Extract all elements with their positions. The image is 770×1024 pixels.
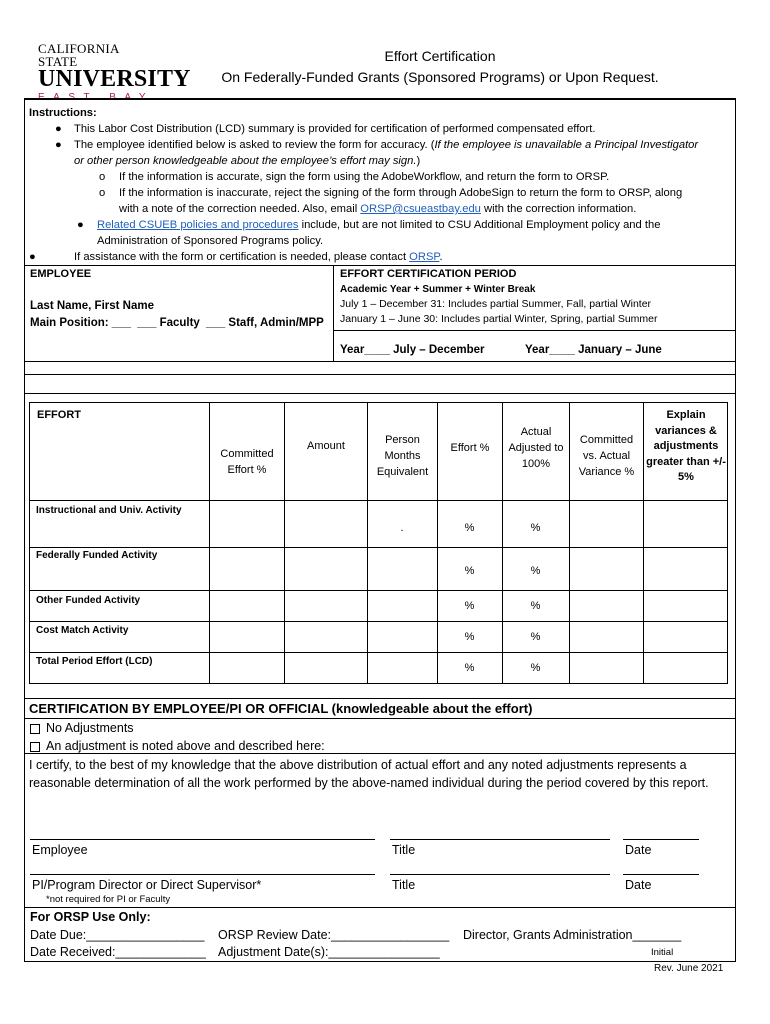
- col-committed-effort: Committed Effort %: [220, 448, 274, 476]
- col-amount: Amount: [307, 440, 345, 452]
- row-label-cost-match: Cost Match Activity: [36, 625, 129, 636]
- form-title: Effort Certification: [384, 48, 496, 64]
- period-line-1: July 1 – December 31: Includes partial Summer, Fall, partial Winter: [340, 298, 652, 310]
- employee-date-label: Date: [625, 843, 652, 857]
- divider-orsp: [24, 907, 736, 908]
- faculty-option[interactable]: ___ Faculty: [137, 317, 200, 329]
- instruction-1: This Labor Cost Distribution (LCD) summary is provided for certification of performed compensated effort.: [74, 123, 596, 135]
- instruction-2: The employee identified below is asked to review the form for accuracy. (: [74, 139, 435, 151]
- row-instructional-effort[interactable]: %: [464, 522, 475, 534]
- row-instructional-pme[interactable]: .: [400, 522, 404, 534]
- divider-employee-vertical: [333, 265, 334, 361]
- row-label-other: Other Funded Activity: [36, 595, 141, 606]
- employee-date-line[interactable]: [623, 839, 699, 840]
- col-effort-pct: Effort %: [450, 442, 490, 454]
- pi-date-line[interactable]: [623, 874, 699, 875]
- pi-label: PI/Program Director or Direct Supervisor*: [32, 878, 262, 892]
- row-instructional-actual[interactable]: %: [530, 522, 541, 534]
- orsp-initial-label: Initial: [651, 947, 674, 958]
- name-label: Last Name, First Name: [30, 300, 154, 312]
- orsp-director[interactable]: Director, Grants Administration_______: [463, 928, 682, 942]
- row-other-effort[interactable]: %: [464, 600, 475, 612]
- pi-signature-line[interactable]: [30, 874, 375, 875]
- employee-heading: EMPLOYEE: [30, 268, 92, 280]
- logo-line2: UNIVERSITY: [38, 66, 191, 92]
- pi-note: *not required for PI or Faculty: [46, 894, 171, 905]
- orsp-email-link[interactable]: ORSP@csueastbay.edu: [360, 203, 481, 215]
- position-blank[interactable]: ___: [111, 317, 131, 329]
- instruction-2-italic-cont: or other person knowledgeable about the employee’s effort may sign.: [74, 155, 417, 167]
- form-subtitle: On Federally-Funded Grants (Sponsored Programs) or Upon Request.: [221, 69, 659, 85]
- effort-table: [29, 402, 728, 684]
- no-adjustments-checkbox[interactable]: [30, 724, 40, 734]
- instruction-4: If assistance with the form or certification is needed, please contact: [74, 251, 410, 263]
- row-total-effort[interactable]: %: [464, 662, 475, 674]
- period-subheading: Academic Year + Summer + Winter Break: [340, 284, 536, 295]
- adjustment-label: An adjustment is noted above and described here:: [46, 739, 325, 753]
- divider-spacer-1: [24, 361, 736, 362]
- divider-cert-text: [24, 753, 736, 754]
- orsp-date-received[interactable]: Date Received:_____________: [30, 945, 206, 959]
- col-explain: Explain variances & adjustments greater than +/- 5%: [646, 409, 726, 483]
- sub-instruction-2-end: with the correction information.: [480, 203, 637, 215]
- divider-spacer-3: [24, 393, 736, 394]
- revision-date: Rev. June 2021: [654, 963, 724, 974]
- staff-option[interactable]: ___ Staff, Admin/MPP: [206, 317, 324, 329]
- position-label: Main Position:: [30, 317, 109, 329]
- col-actual-adjusted: Actual Adjusted to 100%: [508, 426, 564, 470]
- row-other-actual[interactable]: %: [530, 600, 541, 612]
- instruction-3-cont: Administration of Sponsored Programs policy.: [97, 235, 324, 247]
- employee-title-line[interactable]: [390, 839, 610, 840]
- position-row: [30, 317, 324, 329]
- divider-bottom: [24, 961, 736, 962]
- orsp-review-date[interactable]: ORSP Review Date:_________________: [218, 928, 450, 942]
- option-adjustment[interactable]: [30, 739, 325, 753]
- col-person-months: Person Months Equivalent: [376, 434, 429, 478]
- row-label-federal: Federally Funded Activity: [36, 550, 158, 561]
- effort-heading: EFFORT: [37, 409, 81, 421]
- instruction-3: include, but are not limited to CSU Additional Employment policy and the: [298, 219, 661, 231]
- orsp-adjustment-date[interactable]: Adjustment Date(s):________________: [218, 945, 440, 959]
- sub-instruction-2: If the information is inaccurate, reject the signing of the form through AdobeSign to return the form to ORSP, along: [119, 187, 683, 199]
- header-divider: [24, 98, 736, 100]
- divider-cert-top: [24, 698, 736, 699]
- row-cost-match-actual[interactable]: %: [530, 631, 541, 643]
- year-july-dec[interactable]: Year____ July – December: [340, 344, 485, 356]
- sub-instruction-1: If the information is accurate, sign the form using the AdobeWorkflow, and return the form to ORSP.: [119, 171, 610, 183]
- instructions: Instructions: ● This Labor Cost Distribution (LCD) summary is provided for certification of performed compensated effort. ● The employee identified below is asked to review the form for accuracy. (If the employee is unavailable a Principal Investigator or other person knowledgeable about the employee’s effort may sign.) o If the information is accurate, sign the form using the AdobeWorkflow, and return the form to ORSP. o If the information is inaccurate, reject the signing of the form through AdobeSign to return the form to ORSP, along with a note of the correction needed. Also, email ORSP@csueastbay.edu with the correction information. ● Related CSUEB policies and procedures include, but are not limited to CSU Additional Employment policy and the Administration of Sponsored Programs policy. ● If assistance with the form or certification is needed, please contact ORSP.: [29, 105, 729, 265]
- border-right: [735, 98, 736, 962]
- row-cost-match-effort[interactable]: %: [464, 631, 475, 643]
- pi-title-label: Title: [392, 878, 416, 892]
- divider-spacer-2: [24, 374, 736, 375]
- instruction-4-end: .: [439, 251, 443, 263]
- instructions-heading: Instructions:: [29, 107, 97, 119]
- row-federal-effort[interactable]: %: [464, 565, 475, 577]
- divider-cert-heading: [24, 718, 736, 719]
- period-line-2: January 1 – June 30: Includes partial Winter, Spring, partial Summer: [340, 313, 658, 325]
- orsp-contact-link[interactable]: ORSP: [409, 251, 440, 263]
- policies-link[interactable]: Related CSUEB policies and procedures: [97, 219, 299, 231]
- no-adjustments-label: No Adjustments: [46, 721, 134, 735]
- pi-date-label: Date: [625, 878, 652, 892]
- divider-employee: [24, 265, 736, 266]
- option-no-adjustments[interactable]: [30, 721, 134, 735]
- row-total-actual[interactable]: %: [530, 662, 541, 674]
- period-heading: EFFORT CERTIFICATION PERIOD: [340, 268, 517, 280]
- logo-line1: CALIFORNIA STATE: [38, 41, 120, 69]
- year-jan-june[interactable]: Year____ January – June: [525, 344, 662, 356]
- sub-instruction-2-cont: with a note of the correction needed. Also, email: [119, 203, 361, 215]
- employee-title-label: Title: [392, 843, 416, 857]
- employee-signature-line[interactable]: [30, 839, 375, 840]
- orsp-heading: For ORSP Use Only:: [30, 910, 151, 924]
- certification-statement: I certify, to the best of my knowledge that the above distribution of actual effort and any noted adjustments represents a reasonable determination of all the work performed by the above-named individual during the period covered by this report.: [29, 758, 709, 790]
- adjustment-checkbox[interactable]: [30, 742, 40, 752]
- divider-year: [333, 330, 735, 331]
- pi-title-line[interactable]: [390, 874, 610, 875]
- orsp-date-due[interactable]: Date Due:_________________: [30, 928, 205, 942]
- employee-label: Employee: [32, 843, 88, 857]
- instruction-2-close: ): [416, 155, 421, 167]
- row-federal-actual[interactable]: %: [530, 565, 541, 577]
- row-label-total: Total Period Effort (LCD): [36, 656, 153, 667]
- row-label-instructional: Instructional and Univ. Activity: [36, 505, 182, 516]
- instruction-2-italic: If the employee is unavailable a Principal Investigator: [434, 139, 699, 151]
- col-variance: Committed vs. Actual Variance %: [578, 434, 635, 478]
- border-left: [24, 98, 25, 962]
- certification-heading: CERTIFICATION BY EMPLOYEE/PI OR OFFICIAL (knowledgeable about the effort): [29, 701, 533, 716]
